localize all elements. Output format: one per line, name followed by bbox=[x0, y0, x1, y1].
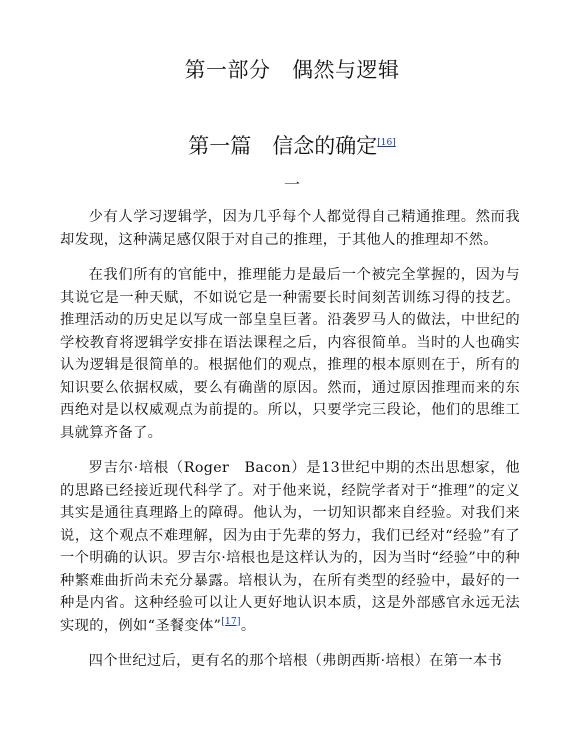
paragraph-3-text: 罗吉尔·培根（Roger Bacon）是13世纪中期的杰出思想家，他的思路已经接近现代科学了。对于他来说，经院学者对于“推理”的定义其实是通往真理路上的障碍。他认为，一切知识都来自经验。对我们来说，这个观点不难理解，因为由于先辈的努力，我们已经对“经验”有了一个明确的认识。罗吉尔·培根也是这样认为的，因为当时“经验”中的种种繁难曲折尚未充分暴露。培根认为，在所有类型的经验中，最好的一种是内省。这种经验可以让人更好地认识本质，这是外部感官永远无法实现的，例如“圣餐变体” bbox=[60, 460, 520, 634]
paragraph-3-end: 。 bbox=[240, 617, 256, 634]
paragraph-2: 在我们所有的官能中，推理能力是最后一个被完全掌握的，因为与其说它是一种天赋，不如说它是一种需要长时间刻苦训练习得的技艺。推理活动的历史足以写成一部皇皇巨著。沿袭罗马人的做法，中世纪的学校教育将逻辑学安排在语法课程之后，内容很简单。当时的人也确实认为逻辑是很简单的。根据他们的观点，推理的根本原则在于，所有的知识要么依据权威，要么有确凿的原因。然而，通过原因推理而来的东西绝对是以权威观点为前提的。所以，只要学完三段论，他们的思维工具就算齐备了。 bbox=[60, 267, 520, 441]
section-number: 一 bbox=[283, 175, 300, 194]
paragraph-4: 四个世纪过后，更有名的那个培根（弗朗西斯·培根）在第一本书 bbox=[88, 653, 503, 669]
chapter-title-text: 第一篇 信念的确定 bbox=[188, 134, 378, 158]
paragraph-3 bbox=[60, 457, 520, 637]
footnote-link-16[interactable]: [16] bbox=[377, 138, 396, 148]
paragraph-1: 少有人学习逻辑学，因为几乎每个人都觉得自己精通推理。然而我却发现，这种满足感仅限于对自己的推理，于其他人的推理却不然。 bbox=[60, 209, 520, 248]
footnote-link-17[interactable]: [17] bbox=[221, 616, 241, 627]
body-text bbox=[60, 206, 520, 686]
part-title: 第一部分 偶然与逻辑 bbox=[184, 58, 400, 82]
chapter-title bbox=[0, 130, 584, 160]
